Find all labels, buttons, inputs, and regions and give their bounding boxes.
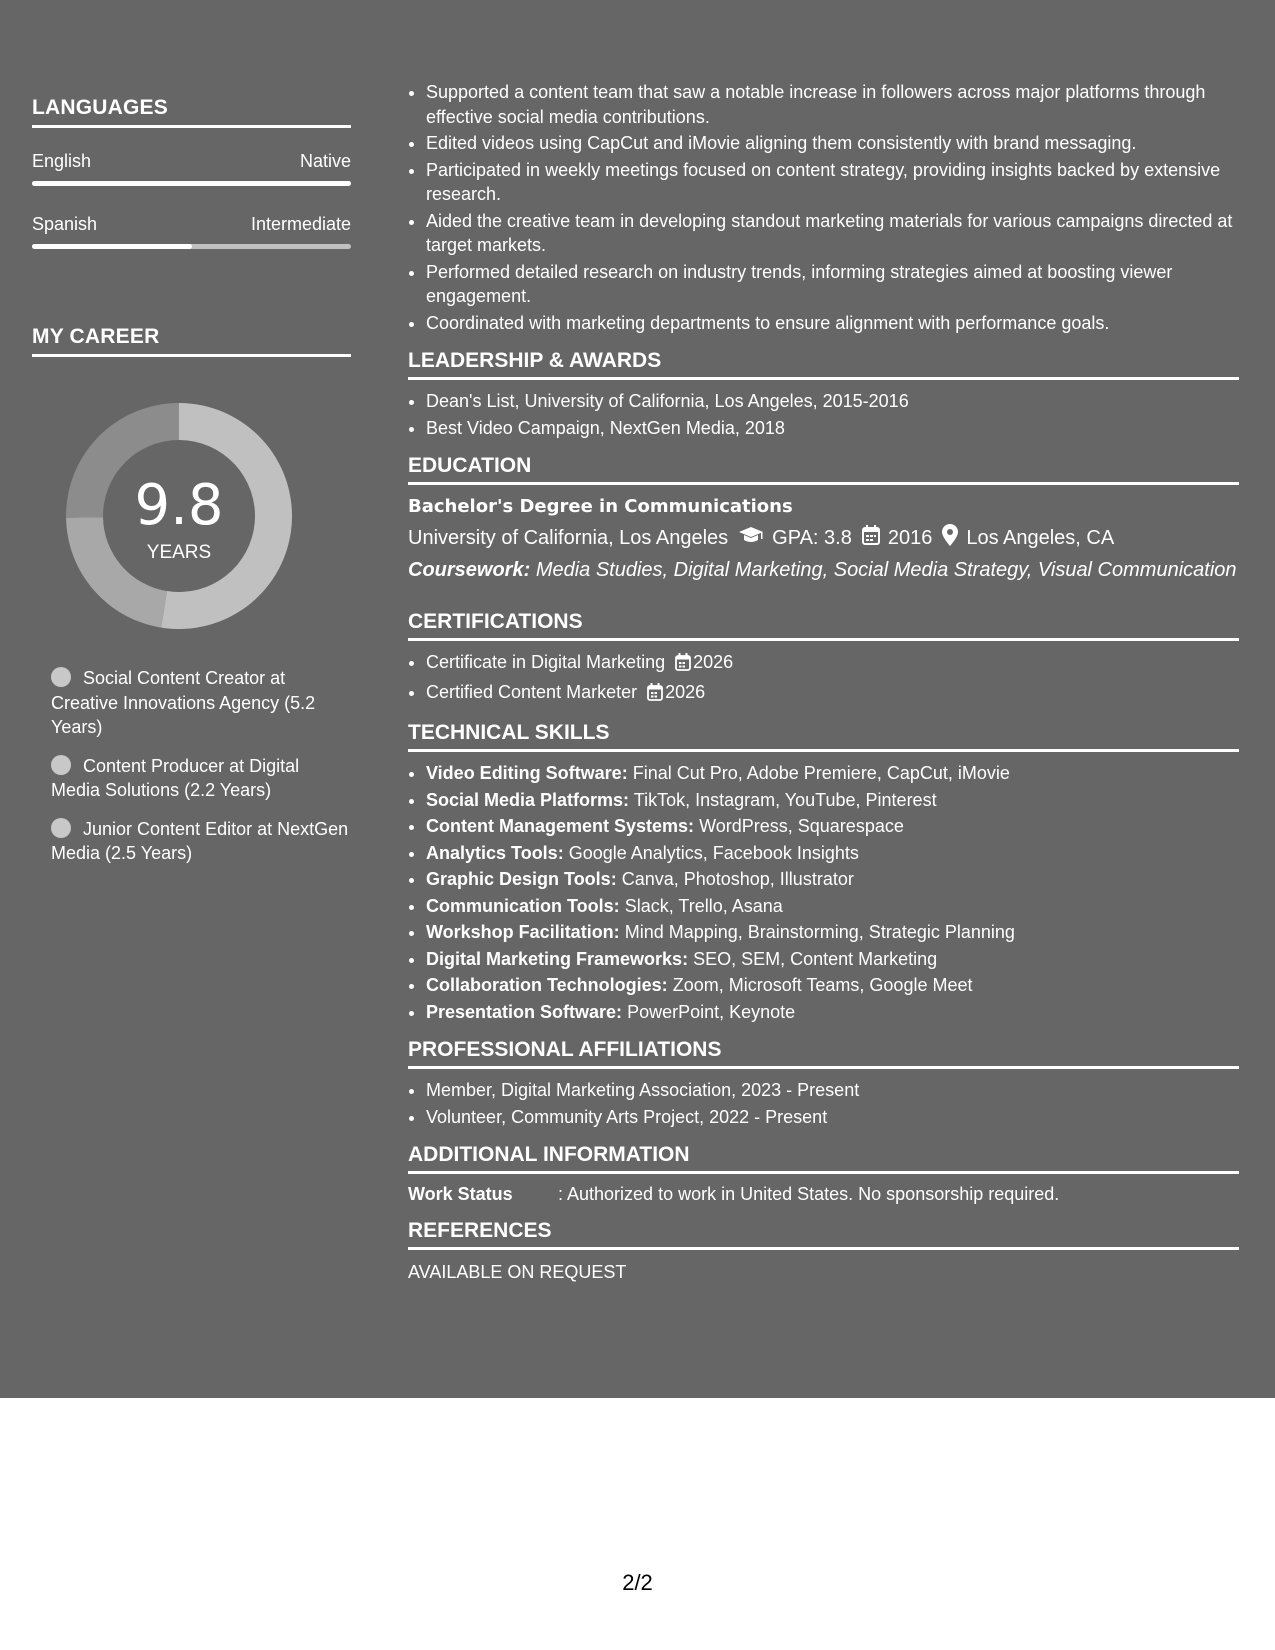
career-item: Junior Content Editor at NextGen Media (2.5 Years) — [51, 818, 349, 863]
degree: Bachelor's Degree in Communications — [408, 496, 793, 517]
bullet-dot-icon — [51, 755, 71, 775]
list-item: • Coordinated with marketing departments to ensure alignment with performance goals. — [426, 311, 1239, 336]
leadership-title: LEADERSHIP & AWARDS — [408, 349, 1239, 380]
skill-item: • Social Media Platforms: TikTok, Instagram, YouTube, Pinterest — [426, 788, 1239, 813]
calendar-icon — [675, 653, 691, 678]
certifications-section — [408, 610, 1239, 707]
graduation-cap-icon — [738, 526, 764, 550]
language-spanish — [32, 214, 351, 249]
skill-item: • Communication Tools: Slack, Trello, Asana — [426, 894, 1239, 919]
list-item: • Volunteer, Community Arts Project, 2022 - Present — [426, 1105, 1239, 1130]
list-item: • Supported a content team that saw a notable increase in followers across major platforms through effective social media contributions. — [426, 80, 1239, 129]
location-pin-icon — [942, 524, 958, 552]
skills-list — [408, 761, 1239, 1024]
graduation-year: 2016 — [887, 526, 933, 549]
career-item: Social Content Creator at Creative Innovations Agency (5.2 Years) — [51, 668, 316, 737]
list-item: • Certificate in Digital Marketing 2026 — [426, 650, 1239, 678]
location: Los Angeles, CA — [966, 526, 1115, 549]
career-total: 9.8 — [134, 473, 224, 538]
language-name: Spanish — [32, 214, 98, 234]
language-bar-fill — [32, 181, 351, 186]
skills-title: TECHNICAL SKILLS — [408, 721, 1239, 752]
list-item: • Member, Digital Marketing Association, 2023 - Present — [426, 1078, 1239, 1103]
calendar-icon — [647, 683, 663, 708]
education-section — [408, 454, 1239, 582]
list-item: • Edited videos using CapCut and iMovie aligning them consistently with brand messaging. — [426, 131, 1239, 156]
references-title: REFERENCES — [408, 1219, 1239, 1250]
list-item: • Performed detailed research on industry trends, informing strategies aimed at boosting viewer engagement. — [426, 260, 1239, 309]
language-bar — [32, 244, 351, 249]
list-item: • Participated in weekly meetings focused on content strategy, providing insights backed by extensive research. — [426, 158, 1239, 207]
additional-section — [408, 1143, 1239, 1205]
page-number: 2/2 — [622, 1570, 653, 1595]
calendar-icon — [862, 525, 880, 551]
coursework: Coursework: Media Studies, Digital Marketing, Social Media Strategy, Visual Communication — [408, 559, 1237, 581]
gpa: GPA: 3.8 — [772, 526, 852, 549]
education-details — [408, 524, 1239, 552]
bullet-dot-icon — [51, 818, 71, 838]
language-name: English — [32, 151, 92, 171]
references-text: AVAILABLE ON REQUEST — [408, 1262, 627, 1282]
skill-item: • Presentation Software: PowerPoint, Keynote — [426, 1000, 1239, 1025]
skill-item: • Collaboration Technologies: Zoom, Microsoft Teams, Google Meet — [426, 973, 1239, 998]
career-unit: YEARS — [146, 542, 212, 563]
certifications-title: CERTIFICATIONS — [408, 610, 1239, 641]
language-level: Intermediate — [250, 214, 351, 234]
work-status-label: Work Status — [408, 1184, 513, 1204]
leadership-section — [408, 349, 1239, 440]
language-bar-fill — [32, 244, 192, 249]
language-level: Native — [299, 151, 351, 171]
list-item: • Aided the creative team in developing standout marketing materials for various campaigns directed at target markets. — [426, 209, 1239, 258]
skill-item: • Digital Marketing Frameworks: SEO, SEM, Content Marketing — [426, 947, 1239, 972]
career-donut — [64, 401, 294, 631]
education-title: EDUCATION — [408, 454, 1239, 485]
work-status-value: : Authorized to work in United States. No sponsorship required. — [558, 1184, 1060, 1204]
school: University of California, Los Angeles — [408, 526, 729, 549]
language-english — [32, 151, 351, 186]
main-content — [408, 80, 1239, 1283]
skill-item: • Graphic Design Tools: Canva, Photoshop, Illustrator — [426, 867, 1239, 892]
experience-bullets — [408, 80, 1239, 335]
skill-item: • Content Management Systems: WordPress, Squarespace — [426, 814, 1239, 839]
career-item: Content Producer at Digital Media Solutions (2.2 Years) — [51, 755, 300, 800]
affiliations-title: PROFESSIONAL AFFILIATIONS — [408, 1038, 1239, 1069]
sidebar — [32, 96, 351, 880]
list-item: • Certified Content Marketer 2026 — [426, 680, 1239, 708]
list-item: • Best Video Campaign, NextGen Media, 2018 — [426, 416, 1239, 441]
list-item: • Dean's List, University of California, Los Angeles, 2015-2016 — [426, 389, 1239, 414]
references-section — [408, 1219, 1239, 1283]
career-title: MY CAREER — [32, 325, 351, 357]
additional-title: ADDITIONAL INFORMATION — [408, 1143, 1239, 1174]
skill-item: • Workshop Facilitation: Mind Mapping, Brainstorming, Strategic Planning — [426, 920, 1239, 945]
languages-title: LANGUAGES — [32, 96, 351, 128]
affiliations-section — [408, 1038, 1239, 1129]
skills-section — [408, 721, 1239, 1024]
skill-item: • Analytics Tools: Google Analytics, Facebook Insights — [426, 841, 1239, 866]
work-status — [408, 1184, 1239, 1205]
skill-item: • Video Editing Software: Final Cut Pro, Adobe Premiere, CapCut, iMovie — [426, 761, 1239, 786]
language-bar — [32, 181, 351, 186]
career-list — [32, 666, 351, 866]
bullet-dot-icon — [51, 667, 71, 687]
